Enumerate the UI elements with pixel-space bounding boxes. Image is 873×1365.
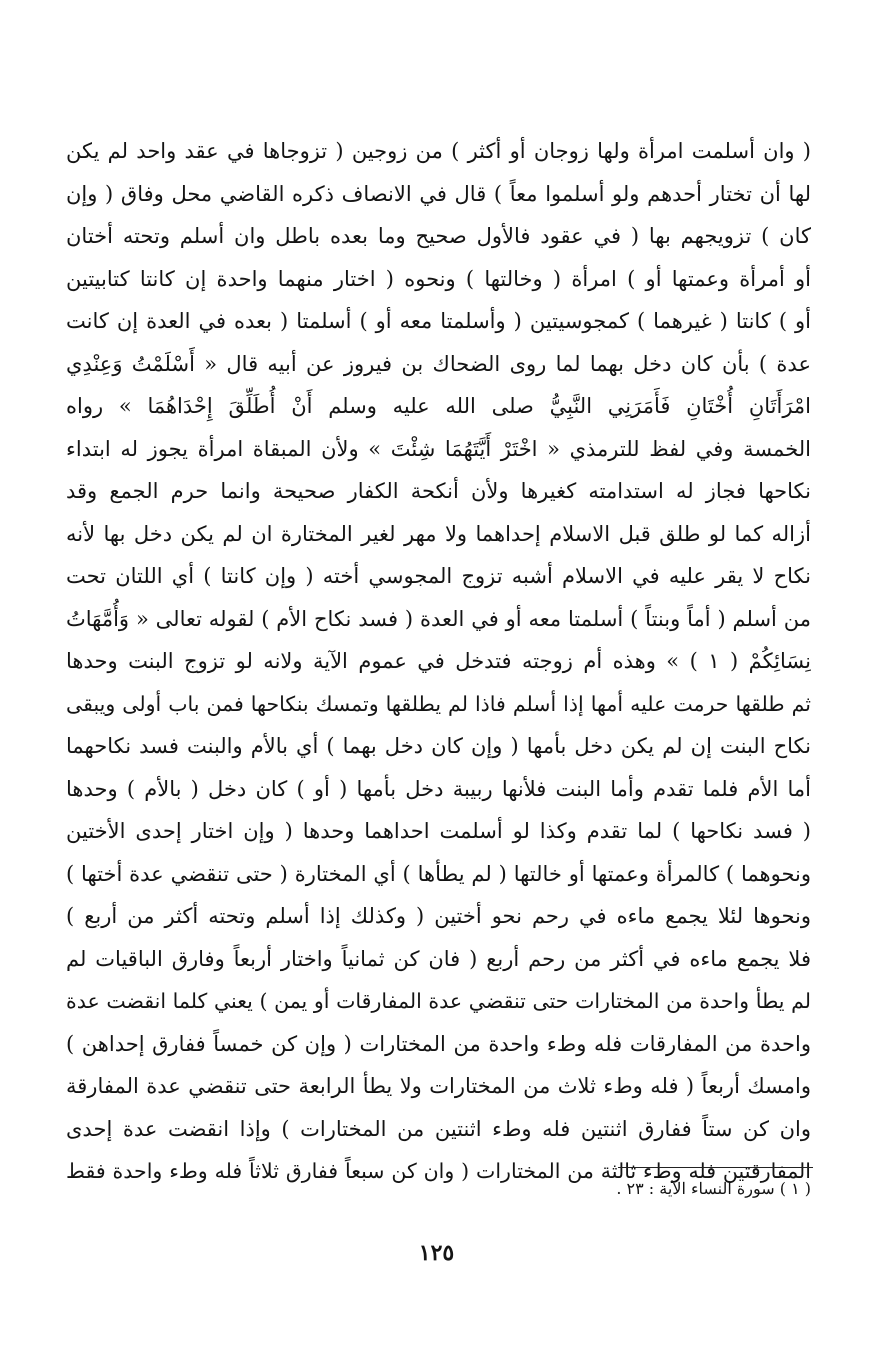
footnote-divider [618,1167,813,1168]
text-line: أو ) كانتا ( غيرهما ) كمجوسيتين ( وأسلمتا معه أو ) أسلمتا ( بعده في العدة إن كانت [66,309,811,333]
text-line: نِسَائِكُمْ ( ١ ) » وهذه أم زوجته فتدخل في عموم الآية ولانه لو تزوج البنت وحدها [66,649,811,673]
text-line: من أسلم ( أماً وبنتاً ) أسلمتا معه أو في العدة ( فسد نكاح الأم ) لقوله تعالى « وَأُمَّهَاتُ [66,606,811,631]
body-text [66,130,811,1193]
text-line: ونحوهما ) كالمرأة وعمتها أو خالتها ( لم يطأها ) أي المختارة ( حتى تنقضي عدة أختها ) [66,861,811,886]
text-line: أو أمرأة وعمتها أو ) امرأة ( وخالتها ) ونحوه ( اختار منهما واحدة إن كانتا كتابيتين [66,266,811,291]
text-line: ونحوها لئلا يجمع ماءه في رحم نحو أختين ( وكذلك إذا أسلم وتحته أكثر من أربع ) [66,904,811,928]
text-line: وامسك أربعاً ( فله وطء ثلاث من المختارات ولا يطأ الرابعة حتى تنقضي عدة المفارقة [66,1074,811,1098]
text-line: نكاح البنت إن لم يكن دخل بأمها ( وإن كان دخل بهما ) أي بالأم والبنت فسد نكاحهما [66,734,811,758]
text-line: أزاله كما لو طلق قبل الاسلام إحداهما ولا مهر لغير المختارة ان لم يكن دخل بها لأنه [66,521,811,546]
text-line: نكاح لا يقر عليه في الاسلام أشبه تزوج المجوسي أخته ( وإن كانتا ) أي اللتان تحت [66,564,811,588]
footnote: ( ١ ) سورة النساء الآية : ٢٣ . [616,1179,811,1198]
text-line: واحدة من المفارقات فله وطء واحدة من المختارات ( وإن كن خمساً ففارق إحداهن ) [66,1031,811,1056]
text-line: لها أن تختار أحدهم ولو أسلموا معاً ) قال في الانصاف ذكره القاضي محل وفاق ( وإن [66,181,811,206]
text-line: ( فسد نكاحها ) لما تقدم وكذا لو أسلمت احداهما وحدها ( وإن اختار إحدى الأختين [66,819,811,843]
text-line: ( وان أسلمت امرأة ولها زوجان أو أكثر ) من زوجين ( تزوجاها في عقد واحد لم يكن [66,139,811,163]
text-line: نكاحها فجاز له استدامته كغيرها ولأن أنكحة الكفار صحيحة وانما حرم الجمع وقد [66,479,811,503]
text-line: امْرَأَتَانِ أُخْتَانِ فَأَمَرَنِي النَّبِيُّ صلى الله عليه وسلم أَنْ أُطَلِّقَ إِحْدَاهُمَا » رواه [66,394,811,418]
text-line: ثم طلقها حرمت عليه أمها إذا أسلم فاذا لم يطلقها وتمسك بنكاحها فمن باب أولى ويبقى [66,691,811,716]
text-line: وان كن ستاً ففارق اثنتين فله وطء اثنتين من المختارات ) وإذا انقضت عدة إحدى [66,1116,811,1141]
page-number: ١٢٥ [418,1240,455,1266]
text-line: أما الأم فلما تقدم وأما البنت فلأنها ربيبة دخل بأمها ( أو ) كان دخل ( بالأم ) وحدها [66,776,811,801]
text-line: لم يطأ واحدة من المختارات حتى تنقضي عدة المفارقات أو يمن ) يعني كلما انقضت عدة [66,989,811,1013]
text-line: الخمسة وفي لفظ للترمذي « اخْتَرْ أَيَّتَهُمَا شِئْتَ » ولأن المبقاة امرأة يجوز له ابتداء [66,436,811,461]
text-line: كان ) تزويجهم بها ( في عقود فالأول صحيح وما بعده باطل وان أسلم وتحته أختان [66,224,811,248]
text-line: عدة ) بأن كان دخل بهما لما روى الضحاك بن فيروز عن أبيه قال « أَسْلَمْتُ وَعِنْدِي [66,351,811,376]
text-line: المفارقتين فله وطء ثالثة من المختارات ( وان كن سبعاً ففارق ثلاثاً فله وطء واحدة فقط [66,1159,811,1183]
text-line: فلا يجمع ماءه في أكثر من رحم أربع ( فان كن ثمانياً واختار أربعاً وفارق الباقيات لم [66,946,811,971]
